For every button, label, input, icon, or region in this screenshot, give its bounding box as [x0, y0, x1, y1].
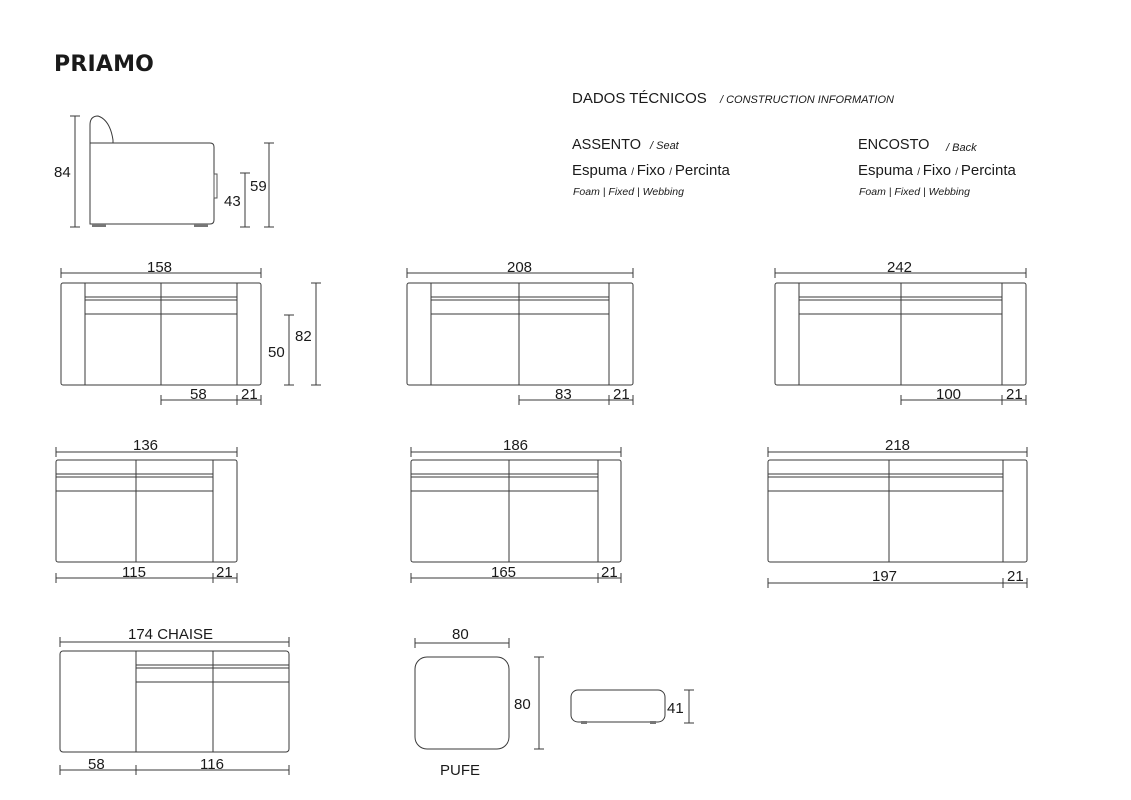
sofa2-seat-label: 83 — [555, 386, 572, 403]
back-material-en-foam: Foam — [859, 186, 886, 198]
chaise-width-label: 174 CHAISE — [128, 626, 214, 643]
sofa4-seat-label: 115 — [122, 564, 146, 581]
sofa-left-module-1-top — [56, 447, 237, 583]
side-view — [70, 116, 274, 227]
pouf-label: PUFE — [440, 762, 481, 779]
sofa1-arm-label: 21 — [241, 386, 258, 403]
chaise-part1-label: 58 — [88, 756, 105, 773]
back-material-en-webbing: Webbing — [928, 186, 970, 198]
pouf-top — [415, 638, 544, 749]
sofa5-width-label: 186 — [503, 437, 529, 454]
sofa-left-module-3-top — [768, 447, 1027, 588]
product-title: PRIAMO — [54, 52, 155, 77]
side-arm-height-label: 59 — [250, 178, 267, 195]
seat-sublabel: / Seat — [650, 140, 679, 152]
back-material-en-fixed: Fixed — [894, 186, 921, 198]
seat-material-en-fixed: Fixed — [608, 186, 635, 198]
sofa-3-seater-top — [61, 268, 321, 405]
sofa2-width-label: 208 — [507, 259, 533, 276]
sofa-4-seater-top — [407, 268, 633, 405]
sofa1-seat-label: 58 — [190, 386, 207, 403]
back-materials: Espuma / Fixo / Percinta — [858, 162, 1016, 179]
chaise-part2-label: 116 — [200, 756, 224, 773]
sofa1-depth-label: 82 — [295, 328, 312, 345]
seat-material-en-foam: Foam — [573, 186, 600, 198]
seat-label: ASSENTO — [572, 137, 642, 153]
back-sublabel: / Back — [946, 142, 977, 154]
sofa-5-seater-top — [775, 268, 1026, 405]
sofa6-arm-label: 21 — [1007, 568, 1024, 585]
tech-title: DADOS TÉCNICOS — [572, 90, 707, 107]
sofa3-seat-label: 100 — [936, 386, 962, 403]
side-seat-height-label: 43 — [224, 193, 241, 210]
tech-subtitle: / CONSTRUCTION INFORMATION — [720, 94, 894, 106]
sofa4-arm-label: 21 — [216, 564, 233, 581]
sofa3-arm-label: 21 — [1006, 386, 1023, 403]
back-material-fixed: Fixo — [922, 162, 952, 179]
back-label: ENCOSTO — [858, 137, 930, 153]
back-materials-en: Foam | Fixed | Webbing — [859, 186, 970, 198]
seat-material-en-webbing: Webbing — [642, 186, 684, 198]
sofa5-arm-label: 21 — [601, 564, 618, 581]
pouf-height-label: 41 — [667, 700, 684, 717]
seat-material-foam: Espuma — [572, 162, 628, 179]
sofa3-width-label: 242 — [887, 259, 913, 276]
back-material-foam: Espuma — [858, 162, 914, 179]
sofa4-width-label: 136 — [133, 437, 159, 454]
pouf-depth-label: 80 — [514, 696, 531, 713]
seat-material-webbing: Percinta — [674, 162, 730, 179]
sofa6-seat-label: 197 — [872, 568, 898, 585]
seat-materials: Espuma / Fixo / Percinta — [572, 162, 730, 179]
sofa5-seat-label: 165 — [491, 564, 517, 581]
side-height-label: 84 — [54, 164, 71, 181]
sofa-left-module-2-top — [411, 447, 621, 583]
chaise-top — [60, 637, 289, 775]
seat-materials-en: Foam | Fixed | Webbing — [573, 186, 684, 198]
seat-material-fixed: Fixo — [636, 162, 666, 179]
sofa6-width-label: 218 — [885, 437, 911, 454]
sofa1-seat-depth-label: 50 — [268, 344, 285, 361]
sofa1-width-label: 158 — [147, 259, 173, 276]
back-material-webbing: Percinta — [960, 162, 1016, 179]
sofa2-arm-label: 21 — [613, 386, 630, 403]
pouf-width-label: 80 — [452, 626, 469, 643]
